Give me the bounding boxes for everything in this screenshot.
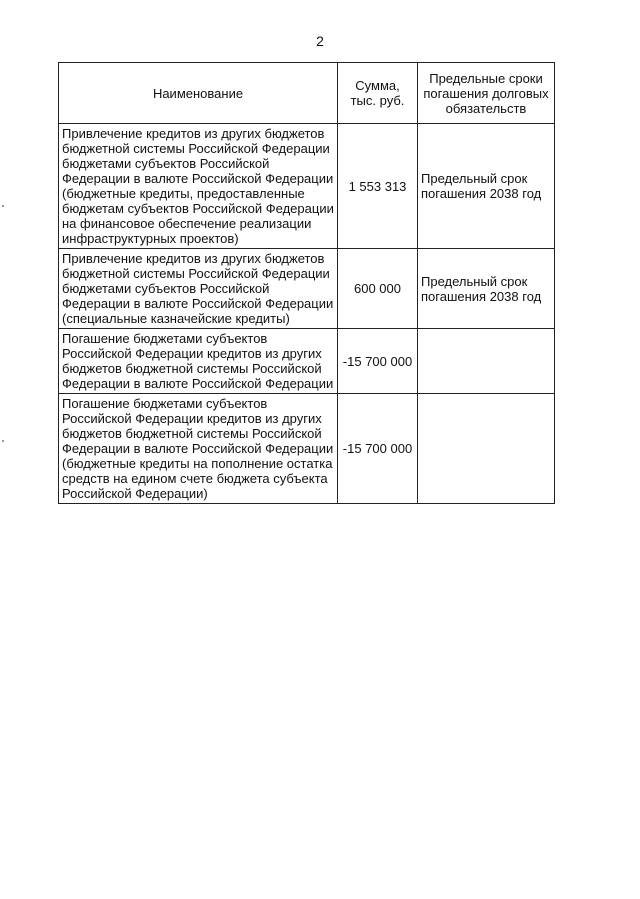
row-term <box>418 394 555 504</box>
header-amount: Сумма, тыс. руб. <box>338 63 418 124</box>
row-term: Предельный срок погашения 2038 год <box>418 249 555 329</box>
row-name: Привлечение кредитов из других бюджетов бюджетной системы Российской Федерации бюджетами субъектов Российской Федерации в валюте Российской Федерации (специальные казначейские кредиты) <box>59 249 338 329</box>
row-name: Погашение бюджетами субъектов Российской Федерации кредитов из других бюджетов бюджетной системы Российской Федерации в валюте Российской Федерации <box>59 329 338 394</box>
row-amount: -15 700 000 <box>338 329 418 394</box>
row-amount: 1 553 313 <box>338 124 418 249</box>
row-amount: -15 700 000 <box>338 394 418 504</box>
header-name: Наименование <box>59 63 338 124</box>
row-name: Привлечение кредитов из других бюджетов бюджетной системы Российской Федерации бюджетами субъектов Российской Федерации в валюте Российской Федерации (бюджетные кредиты, предоставленные бюджетам субъектов Российской Федерации на финансовое обеспечение реализации инфраструктурных проектов) <box>59 124 338 249</box>
header-term: Предельные сроки погашения долговых обязательств <box>418 63 555 124</box>
budget-credit-table <box>58 62 555 504</box>
table-row <box>59 329 555 394</box>
table-row <box>59 124 555 249</box>
table-row <box>59 249 555 329</box>
row-name: Погашение бюджетами субъектов Российской Федерации кредитов из других бюджетов бюджетной системы Российской Федерации в валюте Российской Федерации (бюджетные кредиты на пополнение остатка средств на едином счете бюджета субъекта Российской Федерации) <box>59 394 338 504</box>
table-row <box>59 394 555 504</box>
row-amount: 600 000 <box>338 249 418 329</box>
scan-speck <box>2 440 4 442</box>
row-term: Предельный срок погашения 2038 год <box>418 124 555 249</box>
page-number: 2 <box>316 33 324 49</box>
row-term <box>418 329 555 394</box>
scan-speck <box>2 205 4 207</box>
table-header-row <box>59 63 555 124</box>
